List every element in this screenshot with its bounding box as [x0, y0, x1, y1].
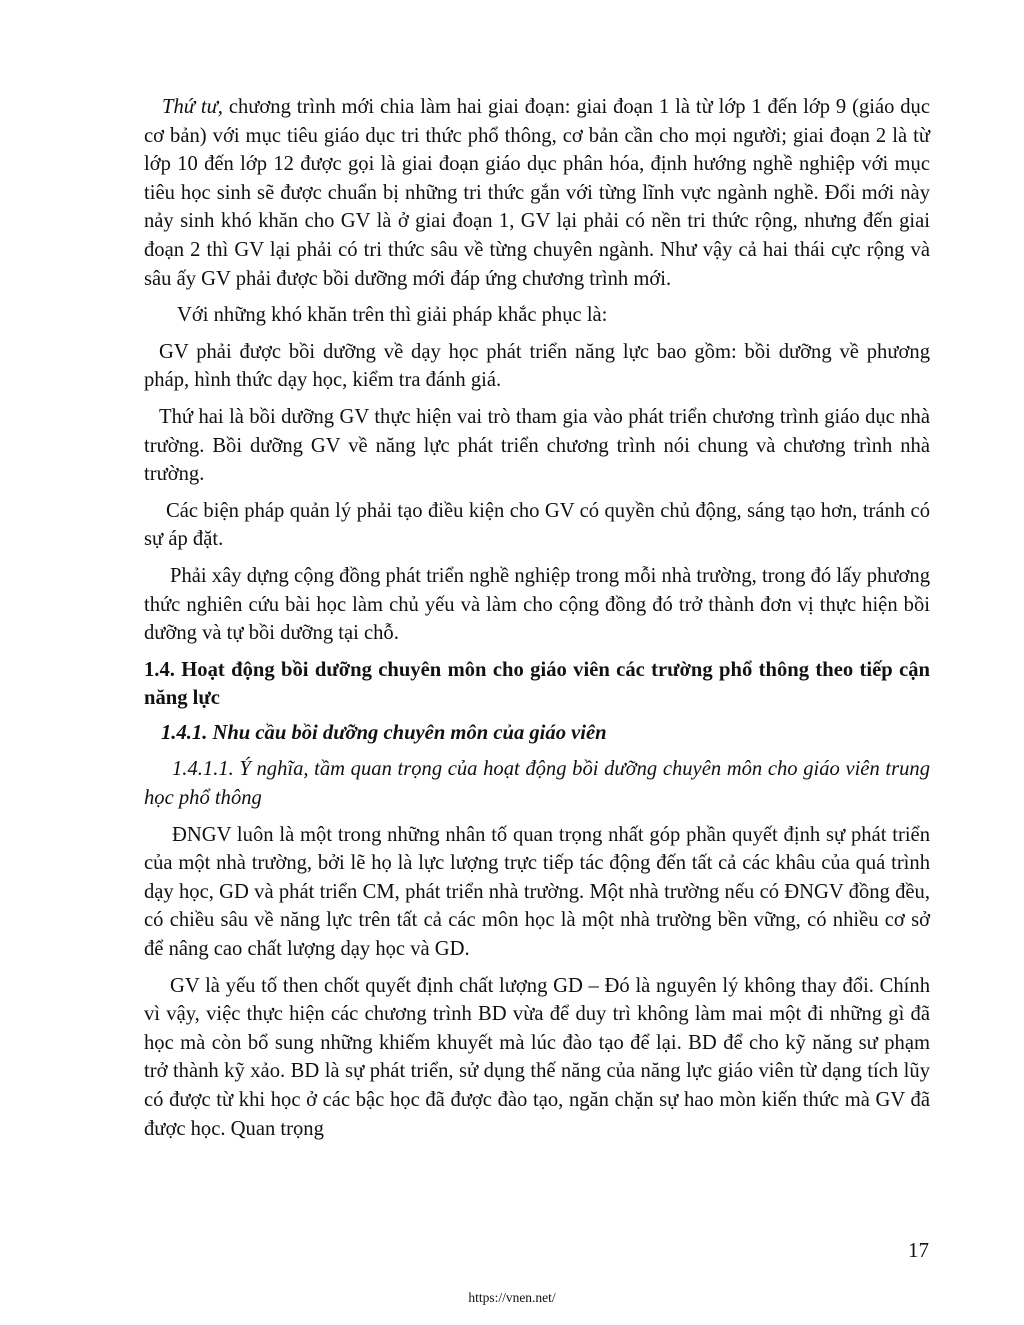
section-heading-1-4-1-1: 1.4.1.1. Ý nghĩa, tầm quan trọng của hoạt động bồi dưỡng chuyên môn cho giáo viên trung học phổ thông — [144, 758, 930, 810]
paragraph-giai-phap: Với những khó khăn trên thì giải pháp khắc phục là: — [177, 304, 608, 327]
section-heading-1-4-1: 1.4.1. Nhu cầu bồi dưỡng chuyên môn của giáo viên — [161, 721, 607, 744]
paragraph-text: chương trình mới chia làm hai giai đoạn: giai đoạn 1 là từ lớp 1 đến lớp 9 (giáo dục cơ bản) với mục tiêu giáo dục tri thức phổ thông, cơ bản cần cho mọi người; giai đoạn 2 là từ lớp 10 đến lớp 12 được gọi là giai đoạn giáo dục phân hóa, định hướng nghề nghiệp với mục tiêu học sinh sẽ được chuẩn bị những tri thức gắn với từng lĩnh vực ngành nghề. Đổi mới này nảy sinh khó khăn cho GV là ở giai đoạn 1, GV lại phải có nền tri thức rộng, nhưng đến giai đoạn 2 thì GV lại phải có tri thức sâu về từng chuyên ngành. Như vậy cả hai thái cực rộng và sâu ấy GV phải được bồi dưỡng mới đáp ứng chương trình mới. — [144, 96, 930, 290]
footer-url: https://vnen.net/ — [468, 1290, 556, 1305]
paragraph-thu-tu — [144, 93, 930, 293]
paragraph-gv-yeu-to: GV là yếu tố then chốt quyết định chất lượng GD – Đó là nguyên lý không thay đổi. Chính vì vậy, việc thực hiện các chương trình BD vừa để duy trì không làm mai một đi những gì đã học mà còn bổ sung những khiếm khuyết mà lúc đào tạo để lại. BD để cho kỹ năng sư phạm trở thành kỹ xảo. BD là sự phát triển, sử dụng thế năng của năng lực giáo viên từ dạng tích lũy có được từ khi học ở các bậc học đã được đào tạo, ngăn chặn sự hao mòn kiến thức mà GV đã được học. Quan trọng — [144, 974, 930, 1140]
paragraph-bien-phap-quan-ly: Các biện pháp quản lý phải tạo điều kiện cho GV có quyền chủ động, sáng tạo hơn, tránh có sự áp đặt. — [144, 499, 930, 551]
paragraph-lead-italic: Thứ tư, — [162, 96, 223, 118]
section-heading-1-4: 1.4. Hoạt động bồi dưỡng chuyên môn cho giáo viên các trường phổ thông theo tiếp cận năng lực — [144, 658, 930, 710]
document-page — [144, 93, 930, 1149]
paragraph-thu-hai: Thứ hai là bồi dưỡng GV thực hiện vai trò tham gia vào phát triển chương trình giáo dục nhà trường. Bồi dưỡng GV về năng lực phát triển chương trình nói chung và chương trình nhà trường. — [144, 405, 930, 486]
paragraph-boi-duong-day-hoc: GV phải được bồi dưỡng về dạy học phát triển năng lực bao gồm: bồi dưỡng về phương pháp, hình thức dạy học, kiểm tra đánh giá. — [144, 340, 930, 392]
paragraph-dngv: ĐNGV luôn là một trong những nhân tố quan trọng nhất góp phần quyết định sự phát triển của một nhà trường, bởi lẽ họ là lực lượng trực tiếp tác động đến tất cả các khâu của quá trình dạy học, GD và phát triển CM, phát triển nhà trường. Một nhà trường nếu có ĐNGV đồng đều, có chiều sâu về năng lực trên tất cả các môn học là một nhà trường bền vững, có nhiều cơ sở để nâng cao chất lượng dạy học và GD. — [144, 823, 930, 961]
page-number: 17 — [908, 1238, 929, 1262]
paragraph-cong-dong: Phải xây dựng cộng đồng phát triển nghề nghiệp trong mỗi nhà trường, trong đó lấy phương thức nghiên cứu bài học làm chủ yếu và làm cho cộng đồng đó trở thành đơn vị thực hiện bồi dưỡng và tự bồi dưỡng tại chỗ. — [144, 564, 930, 645]
